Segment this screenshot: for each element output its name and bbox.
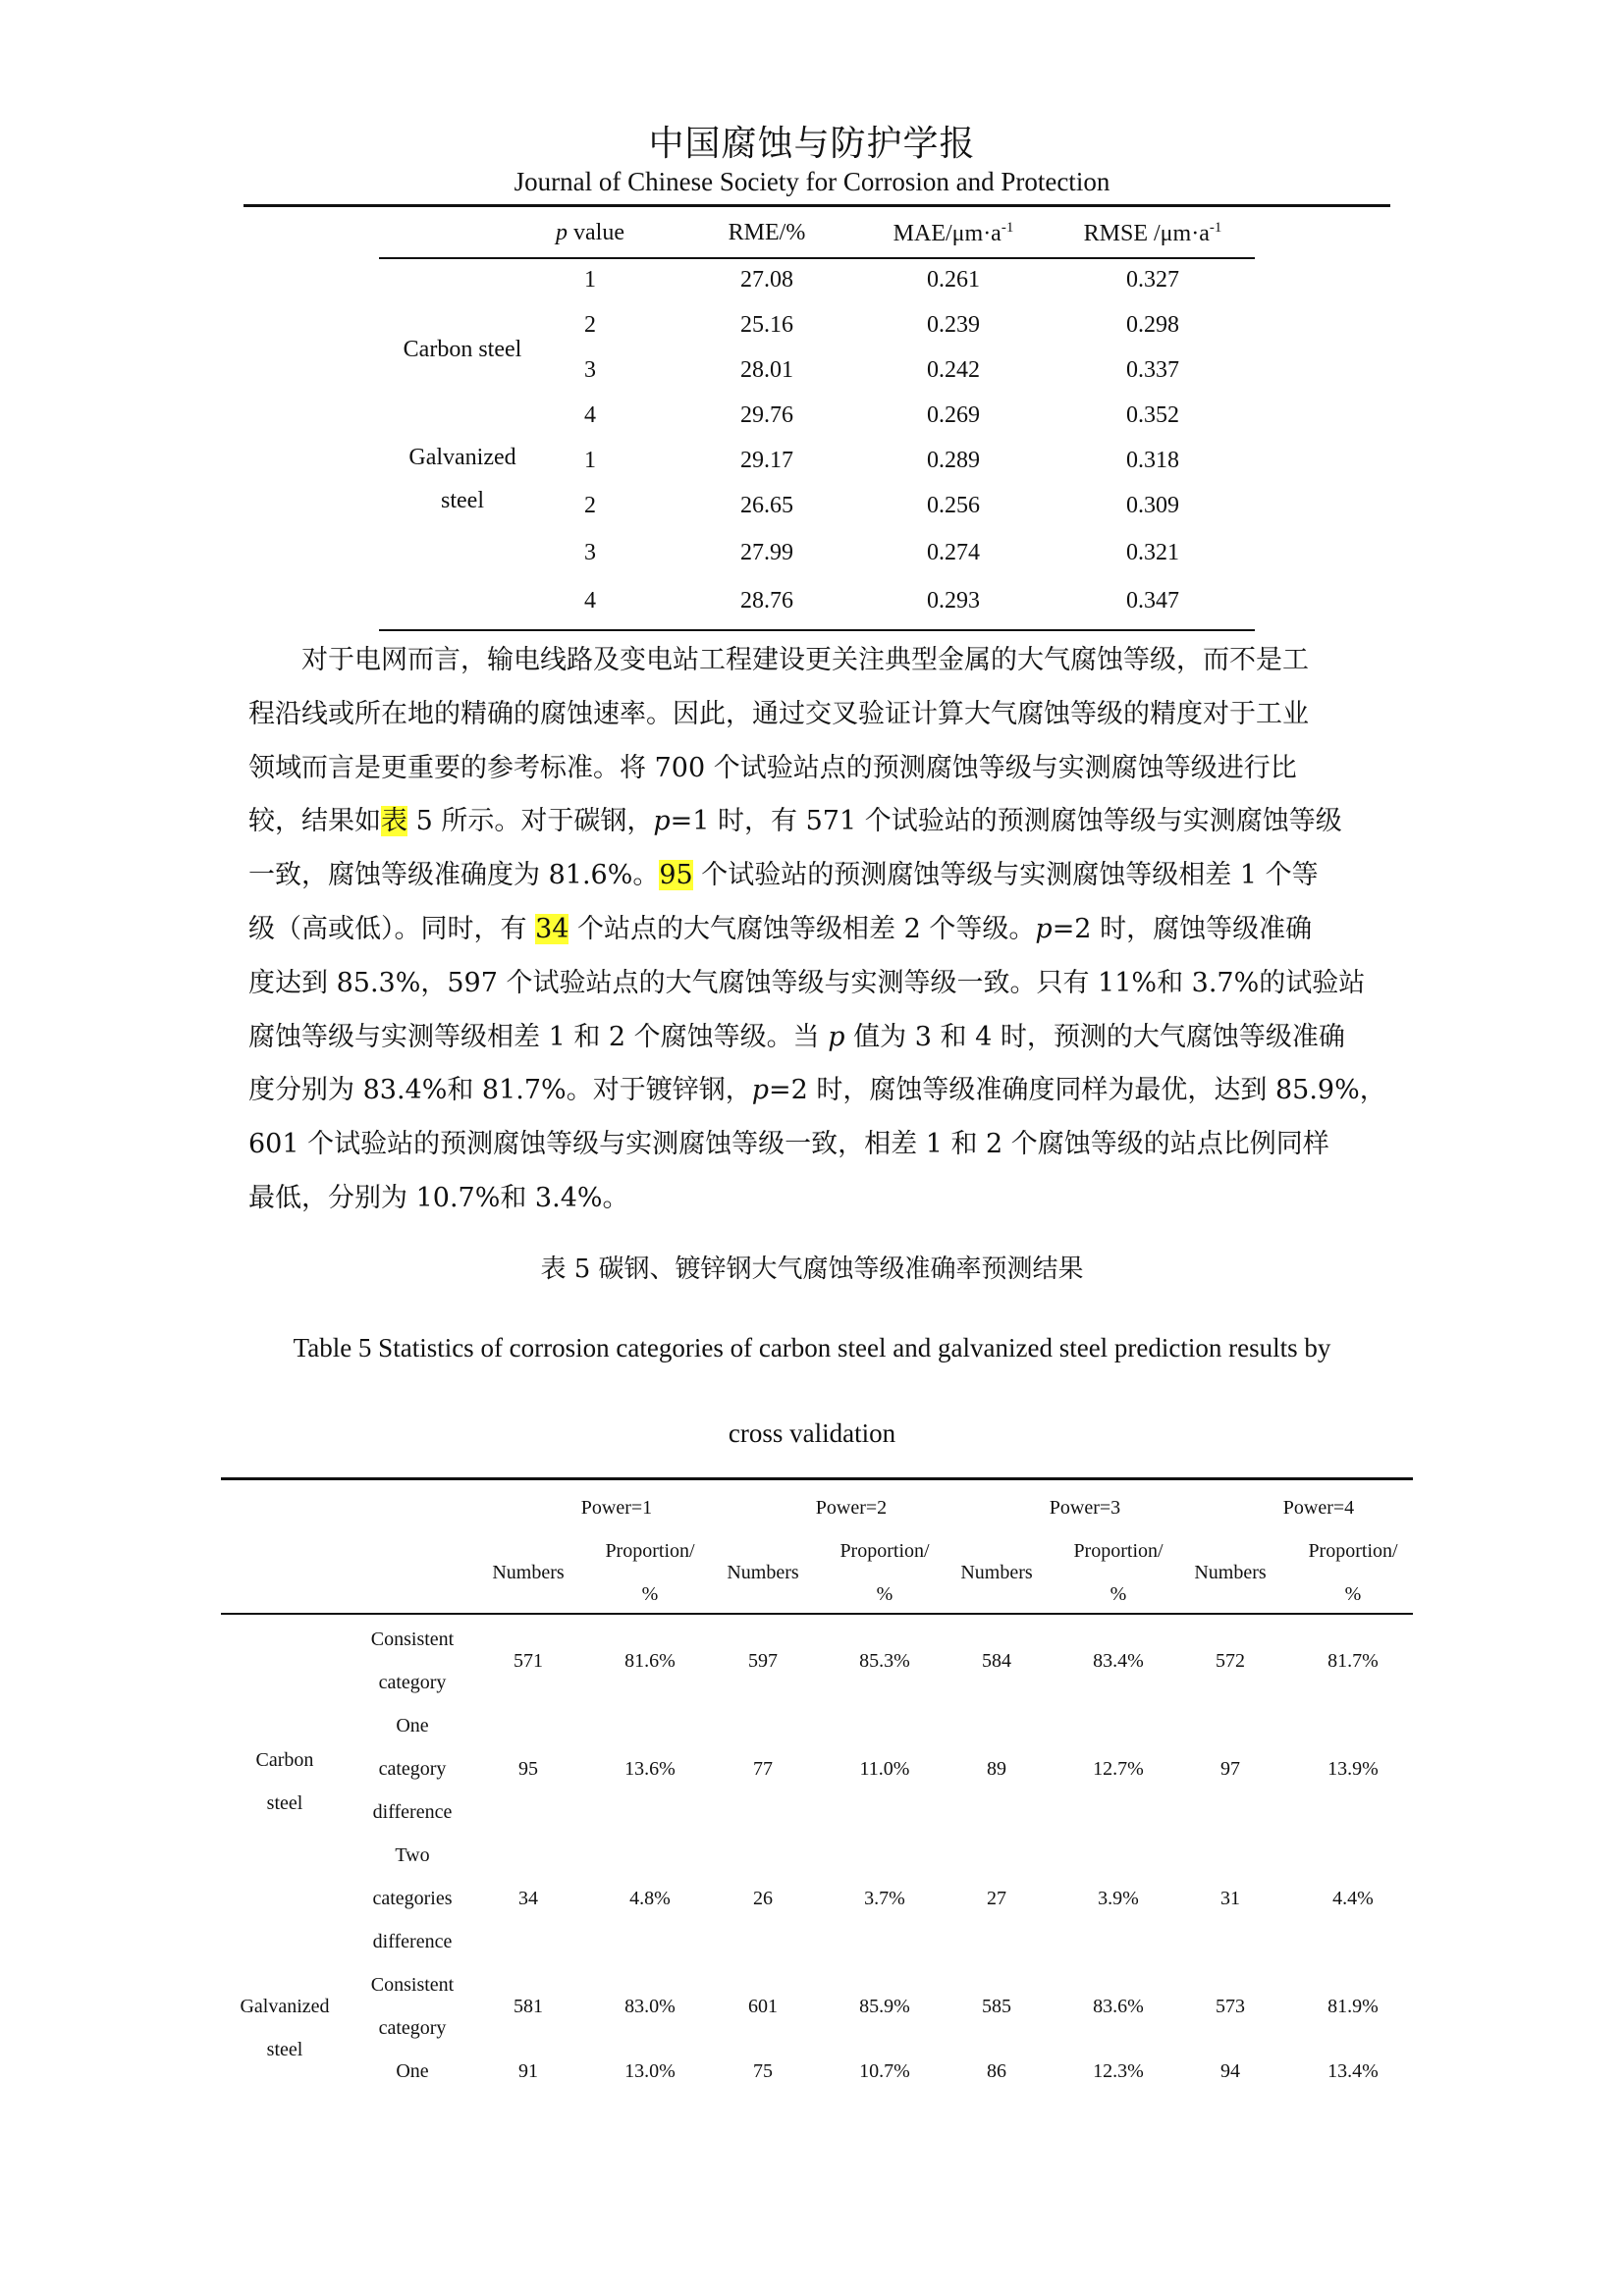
table-cell: 571	[514, 1650, 543, 1672]
table-cell: 581	[514, 1996, 543, 2017]
text-line: 对于电网而言，输电线路及变电站工程建设更关注典型金属的大气腐蚀等级，而不是工	[301, 645, 1309, 675]
table-cell: 97	[1220, 1758, 1240, 1780]
table-cell: 77	[753, 1758, 773, 1780]
table-5-top-rule	[221, 1477, 1413, 1480]
header-proportion: Proportion/	[605, 1540, 695, 1562]
col-mae: MAE/$\mu m\cdot a^{-1}$	[893, 220, 1014, 246]
text-line: 度分别为 83.4%和 81.7%。对于镀锌钢，p=2 时，腐蚀等级准确度同样为最优，达到 85.9%，	[248, 1075, 1386, 1106]
table-row: 4 29.76 0.269 0.352	[584, 402, 1179, 428]
header-proportion-unit: %	[1344, 1583, 1362, 1605]
text-line: 程沿线或所在地的精确的腐蚀速率。因此，通过交叉验证计算大气腐蚀等级的精度对于工业	[248, 698, 1309, 729]
table-cell: 597	[748, 1650, 778, 1672]
header-numbers: Numbers	[727, 1562, 799, 1583]
table-cell: 13.6%	[624, 1758, 676, 1780]
table-cell: 573	[1216, 1996, 1245, 2017]
table-cell: 27	[987, 1888, 1006, 1909]
table-cell: 83.0%	[624, 1996, 676, 2017]
table-cell: 81.6%	[624, 1650, 676, 1672]
group-label-carbon: Carbon	[255, 1749, 314, 1771]
header-numbers: Numbers	[1194, 1562, 1267, 1583]
table-cell: 3.7%	[864, 1888, 905, 1909]
table-cell: 3.9%	[1098, 1888, 1139, 1909]
text-line: 度达到 85.3%，597 个试验站点的大气腐蚀等级与实测等级一致。只有 11%和 3.7%的试验站	[248, 967, 1366, 998]
body-paragraph	[248, 634, 1389, 1226]
header-proportion: Proportion/	[1073, 1540, 1164, 1562]
table-cell: 26	[753, 1888, 773, 1909]
table-cell: 95	[518, 1758, 538, 1780]
table-cell: 81.7%	[1327, 1650, 1379, 1672]
table-4-header	[379, 210, 1255, 259]
row-label: One	[396, 1715, 429, 1736]
group-label-galvanized: Galvanized	[408, 445, 516, 470]
header-proportion: Proportion/	[1308, 1540, 1398, 1562]
table-cell: 13.4%	[1327, 2060, 1379, 2082]
table-row: 3 28.01 0.242 0.337	[584, 357, 1179, 383]
table-row: 1 29.17 0.289 0.318	[584, 448, 1179, 473]
col-rme: RME/%	[728, 220, 806, 245]
table-5-caption-cn: 表 5 碳钢、镀锌钢大气腐蚀等级准确率预测结果	[540, 1255, 1084, 1284]
text-line: 腐蚀等级与实测等级相差 1 和 2 个腐蚀等级。当 p 值为 3 和 4 时，预测的大气腐蚀等级准确	[248, 1021, 1345, 1052]
table-5-caption-en-2: cross validation	[728, 1418, 896, 1448]
header-proportion-unit: %	[641, 1583, 659, 1605]
row-label: Consistent	[370, 1629, 455, 1650]
row-label: Two	[395, 1844, 430, 1866]
header-proportion: Proportion/	[839, 1540, 930, 1562]
table-cell: 572	[1216, 1650, 1245, 1672]
table-cell: 91	[518, 2060, 538, 2082]
table-cell: 83.4%	[1093, 1650, 1144, 1672]
table-cell: 85.3%	[859, 1650, 910, 1672]
table-cell: 94	[1220, 2060, 1240, 2082]
table-cell: 4.8%	[629, 1888, 671, 1909]
row-label: difference	[372, 1931, 453, 1952]
header-numbers: Numbers	[492, 1562, 565, 1583]
table-cell: 601	[748, 1996, 778, 2017]
header-proportion-unit: %	[1110, 1583, 1127, 1605]
header-proportion-unit: %	[876, 1583, 893, 1605]
table-cell: 86	[987, 2060, 1006, 2082]
row-label: difference	[372, 1801, 453, 1823]
col-p-value: p value	[556, 220, 624, 245]
group-label-galvanized-2: steel	[441, 488, 484, 513]
table-cell: 13.0%	[624, 2060, 676, 2082]
table-4-body	[379, 259, 1255, 631]
table-cell: 31	[1220, 1888, 1240, 1909]
row-label: category	[378, 1672, 447, 1693]
table-row: 1 27.08 0.261 0.327	[584, 267, 1179, 293]
table-5-caption-en: Table 5 Statistics of corrosion categories of carbon steel and galvanized steel prediction results by	[293, 1333, 1331, 1362]
journal-title-cn: 中国腐蚀与防护学报	[648, 124, 976, 164]
group-label-carbon-2: steel	[266, 1792, 303, 1814]
header-rule	[244, 204, 1390, 207]
row-label: category	[378, 2017, 447, 2039]
text-line: 领域而言是更重要的参考标准。将 700 个试验站点的预测腐蚀等级与实测腐蚀等级进行比	[248, 752, 1297, 783]
text-line: 较，结果如表 5 所示。对于碳钢，p=1 时，有 571 个试验站的预测腐蚀等级与实测腐蚀等级	[248, 806, 1342, 837]
journal-title-en: Journal of Chinese Society for Corrosion and Protection	[514, 167, 1110, 196]
table-cell: 4.4%	[1332, 1888, 1374, 1909]
table-cell: 584	[982, 1650, 1011, 1672]
row-label: categories	[372, 1888, 453, 1909]
header-power-4: Power=4	[1282, 1497, 1355, 1519]
table-4	[379, 210, 1255, 631]
header-power-1: Power=1	[580, 1497, 653, 1519]
header-numbers: Numbers	[960, 1562, 1033, 1583]
table-cell: 13.9%	[1327, 1758, 1379, 1780]
table-4-bottom-rule	[379, 629, 1255, 631]
table-row: 4 28.76 0.293 0.347	[584, 588, 1179, 614]
table-5-header-rule	[221, 1613, 1413, 1615]
table-cell: 83.6%	[1093, 1996, 1144, 2017]
highlight: 95	[659, 860, 693, 891]
col-rmse: RMSE $/\mu m\cdot a^{-1}$	[1083, 220, 1222, 246]
table-cell: 81.9%	[1327, 1996, 1379, 2017]
table-cell: 75	[753, 2060, 773, 2082]
text-line: 601 个试验站的预测腐蚀等级与实测腐蚀等级一致，相差 1 和 2 个腐蚀等级的站点比例同样	[248, 1129, 1329, 1160]
table-cell: 12.3%	[1093, 2060, 1144, 2082]
row-label: category	[378, 1758, 447, 1780]
table-cell: 85.9%	[859, 1996, 910, 2017]
row-label: Consistent	[370, 1974, 455, 1996]
highlight: 34	[535, 913, 569, 944]
text-line: 级（高或低）。同时，有 34 个站点的大气腐蚀等级相差 2 个等级。p=2 时，腐蚀等级准确	[248, 913, 1313, 944]
table-row: 2 26.65 0.256 0.309	[584, 493, 1179, 518]
row-label: One	[396, 2060, 429, 2082]
table-cell: 34	[518, 1888, 538, 1909]
table-cell: 11.0%	[859, 1758, 910, 1780]
table-row: 2 25.16 0.239 0.298	[584, 312, 1179, 338]
table-cell: 10.7%	[859, 2060, 910, 2082]
header-power-3: Power=3	[1049, 1497, 1121, 1519]
table-cell: 585	[982, 1996, 1011, 2017]
group-label-carbon: Carbon steel	[403, 337, 522, 362]
table-cell: 12.7%	[1093, 1758, 1144, 1780]
text-line: 最低，分别为 10.7%和 3.4%。	[248, 1182, 629, 1213]
group-label-galvanized: Galvanized	[240, 1996, 330, 2017]
table-row: 3 27.99 0.274 0.321	[584, 540, 1179, 565]
group-label-galvanized-2: steel	[266, 2039, 303, 2060]
text-line: 一致，腐蚀等级准确度为 81.6%。95 个试验站的预测腐蚀等级与实测腐蚀等级相差 1 个等	[248, 860, 1319, 891]
highlight: 表	[381, 806, 407, 837]
table-cell: 89	[987, 1758, 1006, 1780]
header-power-2: Power=2	[815, 1497, 888, 1519]
